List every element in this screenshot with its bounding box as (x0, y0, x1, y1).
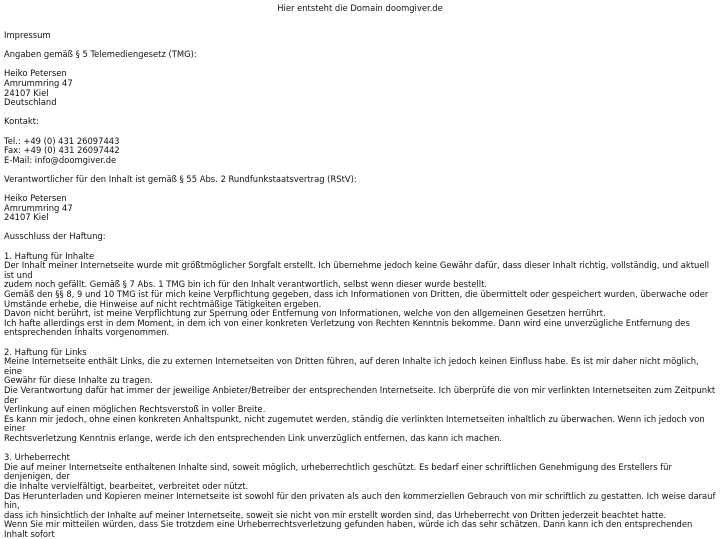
address-city: 24107 Kiel (4, 87, 49, 98)
disclaimer-heading: Ausschluss der Haftung: (4, 231, 106, 242)
paragraph-line: Rechtsverletzung Kenntnis erlange, werde ich den entsprechenden Link unverzüglich entfernen, das kann ich machen. (4, 432, 503, 443)
responsible-name: Heiko Petersen (4, 193, 67, 204)
contact-heading: Kontakt: (4, 116, 39, 127)
contact-fax: Fax: +49 (0) 431 26097442 (4, 145, 120, 156)
responsible-address-block (4, 194, 716, 223)
paragraph-line: dass ich hinsichtlich der Inhalte auf meiner Internetseite, soweit sie nicht von mir erstellt worden sind, das Urheberrecht von Dritten jederzeit beachtet hatte. (4, 509, 667, 520)
paragraph-line: Davon nicht berührt, ist meine Verpflichtung zur Sperrung oder Entfernung von Informationen, welche von den allgemeinen Gesetzen herrührt. (4, 308, 606, 319)
paragraph-line: Der Inhalt meiner Internetseite wurde mit größtmöglicher Sorgfalt erstellt. Ich übernehme jedoch keine Gewähr dafür, dass dieser Inhalt richtig, vollständig, und aktuell ist und (4, 260, 710, 280)
address-street: Amrummring 47 (4, 77, 73, 88)
responsible-statement: Verantwortlicher für den Inhalt ist gemäß § 55 Abs. 2 Rundfunkstaatsvertrag (RStV): (4, 173, 357, 184)
section-title: 1. Haftung für Inhalte (4, 250, 95, 261)
paragraph-line: zudem noch gefällt. Gemäß § 7 Abs. 1 TMG bin ich für den Inhalt verantwortlich, selbst wenn dieser wurde bestellt. (4, 279, 488, 290)
contact-phone: Tel.: +49 (0) 431 26097443 (4, 135, 120, 146)
section-link-liability (4, 348, 716, 444)
responsible-city: 24107 Kiel (4, 212, 49, 223)
section-title: 3. Urheberrecht (4, 452, 70, 463)
section-content-liability (4, 252, 716, 338)
paragraph-line: die Inhalte vervielfältigt, bearbeitet, verbreitet oder nützt. (4, 480, 249, 491)
paragraph-line: Gemäß den §§ 8, 9 und 10 TMG ist für mich keine Verpflichtung gegeben, dass ich Informationen von Dritten, die übermittelt oder gespeichert wurden, überwache oder (4, 289, 709, 300)
contact-email: E-Mail: info@doomgiver.de (4, 154, 117, 165)
address-country: Deutschland (4, 97, 57, 108)
address-block (4, 69, 716, 107)
section-title: 2. Haftung für Links (4, 346, 87, 357)
domain-banner: Hier entsteht die Domain doomgiver.de (277, 3, 443, 13)
impressum-heading: Impressum (4, 30, 51, 40)
address-name: Heiko Petersen (4, 68, 67, 79)
paragraph-line: Die Verantwortung dafür hat immer der jeweilige Anbieter/Betreiber der entsprechenden Internetseite. Ich überprüfe die von mir verlinkten Internetseiten zum Zeitpunkt der (4, 384, 716, 405)
paragraph-line: entsprechenden Inhalts vorgenommen. (4, 327, 170, 338)
paragraph-line: Wenn Sie mir mitteilen würden, dass Sie trotzdem eine Urheberrechtsverletzung gefunden haben, würde ich das sehr schätzen. Dann kann ich den entsprechenden Inhalt sofort (4, 519, 693, 539)
paragraph-line: Es kann mir jedoch, ohne einen konkreten Anhaltspunkt, nicht zugemutet werden, ständig die verlinkten Internetseiten inhaltlich zu überwachen. Wenn ich jedoch von einer (4, 413, 705, 434)
paragraph-line: Das Herunterladen und Kopieren meiner Internetseite ist sowohl für den privaten als auch den kommerziellen Gebrauch von mir schriftlich zu gestatten. Ich weise darauf hin, (4, 490, 716, 511)
section-copyright (4, 453, 716, 539)
paragraph-line: Umstände erhebe, die Hinweise auf nicht rechtmäßige Tätigkeiten ergeben. (4, 298, 322, 309)
paragraph-line: Meine Internetseite enthält Links, die zu externen Internetseiten von Dritten führen, auf deren Inhalte ich jedoch keinen Einfluss habe. Es ist mir daher nicht möglich, eine (4, 356, 699, 376)
tmg-statement: Angaben gemäß § 5 Telemediengesetz (TMG): (4, 49, 197, 60)
responsible-street: Amrummring 47 (4, 202, 73, 213)
impressum-content (0, 31, 720, 539)
paragraph-line: Die auf meiner Internetseite enthaltenen Inhalte sind, soweit möglich, urheberrechtlich geschützt. Es bedarf einer schriftlichen Genehmigung des Erstellers für denjenigen, der (4, 461, 672, 482)
paragraph-line: Gewähr für diese Inhalte zu tragen. (4, 375, 153, 386)
paragraph-line: Verlinkung auf einen möglichen Rechtsverstoß in voller Breite. (4, 404, 266, 415)
paragraph-line: Ich hafte allerdings erst in dem Moment, in dem ich von einer konkreten Verletzung von Rechten Kenntnis bekomme. Dann wird eine unverzügliche Entfernung des (4, 317, 690, 328)
contact-block (4, 137, 716, 166)
